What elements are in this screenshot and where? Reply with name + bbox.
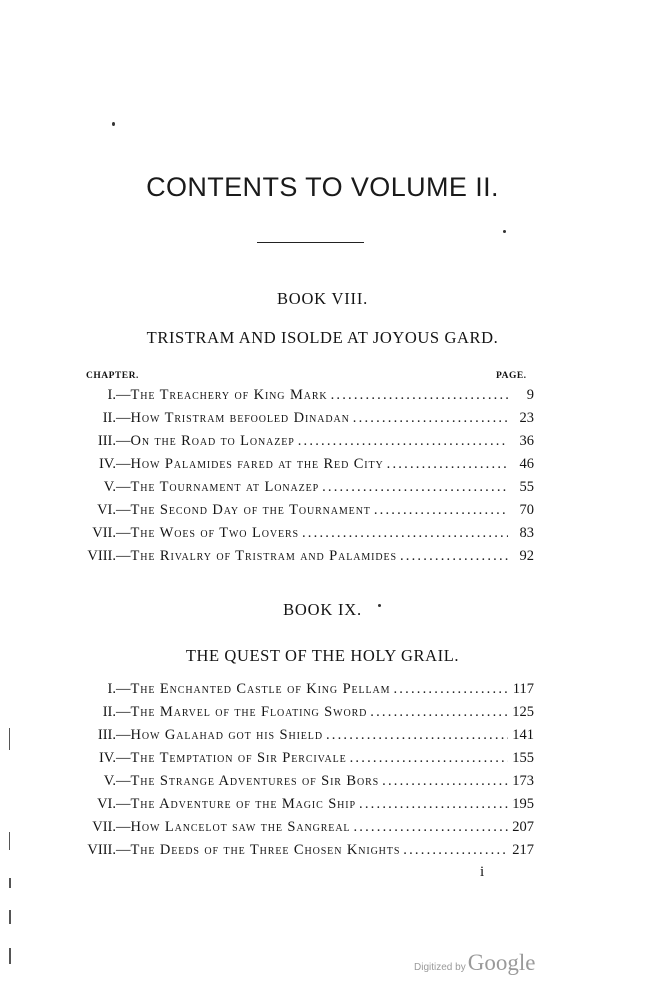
chapter-number: II. (102, 704, 116, 720)
toc-entry: VIII. — The Rivalry of Tristram and Palamides ..... 92 (78, 545, 534, 568)
toc-entry: V. — The Strange Adventures of Sir Bors ..... 173 (78, 770, 534, 793)
chapter-number: VII. (92, 819, 116, 835)
chapter-number: IV. (98, 750, 116, 766)
chapter-number: V. (103, 773, 116, 789)
page-number: 141 (512, 727, 534, 743)
page-number: 125 (512, 704, 534, 720)
book-heading: BOOK IX. (283, 600, 362, 619)
chapter-number: VI. (97, 502, 116, 518)
chapter-title: The Temptation of Sir Percivale (130, 750, 347, 766)
page-number: 46 (519, 456, 534, 472)
page-number: 70 (519, 502, 534, 518)
chapter-number: I. (107, 387, 116, 403)
chapter-title: The Second Day of the Tournament (130, 502, 371, 518)
page-number: 55 (519, 479, 534, 495)
margin-mark (9, 878, 11, 888)
toc-entry: VI. — The Second Day of the Tournament ..... 70 (78, 499, 534, 522)
chapter-number: V. (103, 479, 116, 495)
toc-list (78, 384, 534, 568)
toc-entry: VII. — The Woes of Two Lovers ..... 83 (78, 522, 534, 545)
watermark-prefix: Digitized by (414, 962, 466, 973)
page-number: 155 (512, 750, 534, 766)
toc-entry: V. — The Tournament at Lonazep ..... 55 (78, 476, 534, 499)
title-rule (257, 242, 364, 243)
page-number: 217 (512, 842, 534, 858)
page-number: 23 (519, 410, 534, 426)
google-logo-text: Google (467, 950, 536, 975)
chapter-number: III. (97, 433, 116, 449)
signature-mark: i (480, 864, 485, 880)
toc-entry: I. — The Enchanted Castle of King Pellam ..... 117 (78, 678, 534, 701)
chapter-title: How Tristram befooled Dinadan (130, 410, 350, 426)
page-number: 9 (526, 387, 534, 403)
chapter-title: The Adventure of the Magic Ship (130, 796, 357, 812)
chapter-number: IV. (98, 456, 116, 472)
chapter-title: How Palamides fared at the Red City (130, 456, 384, 472)
page-number: 195 (512, 796, 534, 812)
page-number: 83 (519, 525, 534, 541)
chapter-number: I. (107, 681, 116, 697)
chapter-title: The Marvel of the Floating Sword (130, 704, 368, 720)
toc-entry: II. — How Tristram befooled Dinadan ..... 23 (78, 407, 534, 430)
book-title: TRISTRAM AND ISOLDE AT JOYOUS GARD. (146, 328, 499, 347)
page-number: 117 (512, 681, 534, 697)
toc-entry: I. — The Treachery of King Mark ..... 9 (78, 384, 534, 407)
page-title: CONTENTS TO VOLUME II. (146, 172, 499, 202)
scan-speck (112, 122, 115, 126)
chapter-number: II. (102, 410, 116, 426)
page-number: 207 (512, 819, 534, 835)
toc-entry: III. — How Galahad got his Shield ..... 141 (78, 724, 534, 747)
chapter-number: VI. (97, 796, 116, 812)
margin-mark (9, 728, 10, 750)
toc-entry: VIII. — The Deeds of the Three Chosen Knights ..... 217 (78, 839, 534, 862)
chapter-column-header: CHAPTER. (86, 371, 139, 381)
book-title: THE QUEST OF THE HOLY GRAIL. (185, 646, 460, 665)
chapter-title: On the Road to Lonazep (130, 433, 295, 449)
toc-list (78, 678, 534, 862)
chapter-number: VIII. (87, 842, 116, 858)
page-number: 36 (519, 433, 534, 449)
page-number: 173 (512, 773, 534, 789)
chapter-title: The Enchanted Castle of King Pellam (130, 681, 391, 697)
book-heading: BOOK VIII. (276, 289, 369, 308)
toc-entry: IV. — How Palamides fared at the Red City ..... 46 (78, 453, 534, 476)
chapter-title: The Deeds of the Three Chosen Knights (130, 842, 401, 858)
margin-mark (9, 832, 10, 850)
chapter-title: The Treachery of King Mark (130, 387, 328, 403)
chapter-title: The Rivalry of Tristram and Palamides (130, 548, 397, 564)
toc-entry: II. — The Marvel of the Floating Sword ..... 125 (78, 701, 534, 724)
margin-mark (9, 948, 11, 964)
margin-mark (9, 910, 11, 924)
google-watermark (414, 950, 535, 976)
toc-entry: IV. — The Temptation of Sir Percivale ..... 155 (78, 747, 534, 770)
page-number: 92 (519, 548, 534, 564)
scan-speck (503, 230, 506, 233)
chapter-number: VIII. (87, 548, 116, 564)
chapter-title: The Woes of Two Lovers (130, 525, 299, 541)
chapter-number: III. (97, 727, 116, 743)
chapter-title: The Strange Adventures of Sir Bors (130, 773, 380, 789)
chapter-title: How Galahad got his Shield (130, 727, 323, 743)
toc-entry: III. — On the Road to Lonazep ..... 36 (78, 430, 534, 453)
toc-entry: VI. — The Adventure of the Magic Ship ..... 195 (78, 793, 534, 816)
page-column-header: PAGE. (496, 371, 527, 381)
toc-entry: VII. — How Lancelot saw the Sangreal ..... 207 (78, 816, 534, 839)
chapter-title: The Tournament at Lonazep (130, 479, 320, 495)
chapter-title: How Lancelot saw the Sangreal (130, 819, 351, 835)
scan-speck (378, 604, 381, 607)
chapter-number: VII. (92, 525, 116, 541)
